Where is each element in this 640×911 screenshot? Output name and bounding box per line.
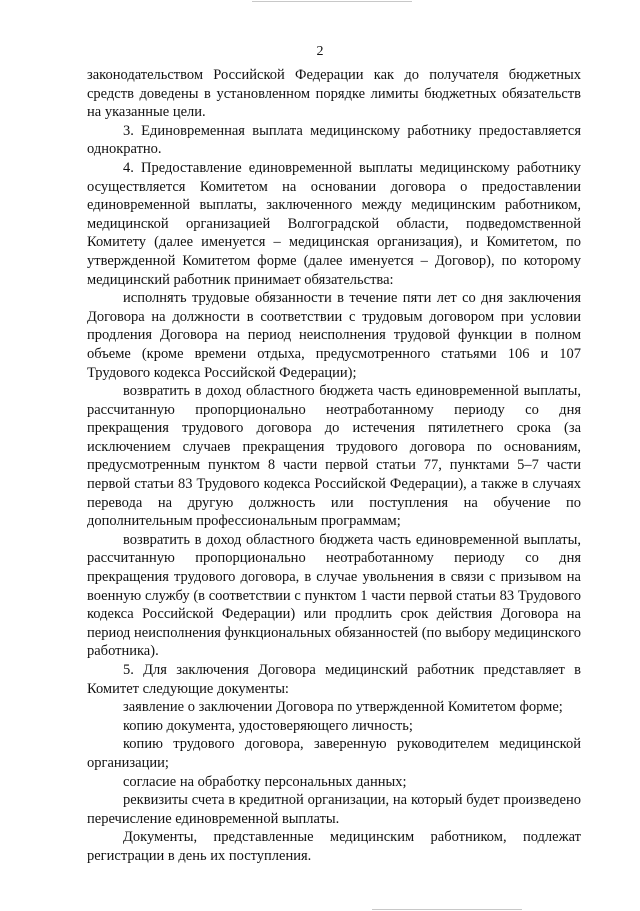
paragraph-item-5: 5. Для заключения Договора медицинский работник представляет в Комитет следующие документы: <box>87 662 581 697</box>
paragraph-item-3: 3. Единовременная выплата медицинскому работнику предоставляется однократно. <box>87 122 581 158</box>
obligation-return-or-extend: возвратить в доход областного бюджета часть единовременной выплаты, рассчитанную пропорционально неотработанному периоду со дня прекращения трудового договора, в случае увольнения в связи с призывом на военную службу (в соответствии с пунктом 1 части первой статьи 83 Трудового кодекса Российской Федерации) или продлить срок действия Договора на период неисполнения функциональных обязанностей (по выбору медицинского работника). <box>87 531 582 660</box>
document-data-consent: согласие на обработку персональных данных; <box>123 773 407 790</box>
document-bank-details: реквизиты счета в кредитной организации, на который будет произведено перечисление единовременной выплаты. <box>87 792 581 827</box>
paragraph-continuation: законодательством Российской Федерации как до получателя бюджетных средств доведены в установленном порядке лимиты бюджетных обязательств на указанные цели. <box>87 67 581 121</box>
document-application: заявление о заключении Договора по утвержденной Комитетом форме; <box>123 699 563 716</box>
paragraph-item-4: 4. Предоставление единовременной выплаты медицинскому работнику осуществляется Комитетом на основании договора о предоставлении единовременной выплаты, заключенного между медицинским работником, медицинской организацией Волгоградской области, подведомственной Комитету (далее именуется – медицинская организация), и Комитетом, по утвержденной Комитетом форме (далее именуется – Договор), по которому медицинский работник принимает обязательства: <box>87 159 581 288</box>
obligation-return-payment: возвратить в доход областного бюджета часть единовременной выплаты, рассчитанную пропорционально неотработанному периоду со дня прекращения трудового договора до истечения пятилетнего срока (за исключением случаев прекращения трудового договора по основаниям, предусмотренным пунктом 8 части первой статьи 77, пунктами 5–7 части первой статьи 83 Трудового кодекса Российской Федерации), а также в случаях перевода на другую должность или поступления на обучение по дополнительным профессиональным программам; <box>87 383 581 530</box>
scan-edge-mark-top <box>252 1 412 2</box>
obligation-perform-duties: исполнять трудовые обязанности в течение пяти лет со дня заключения Договора на должности в соответствии с трудовым договором при условии продления Договора на период неисполнения трудовой функции в полном объеме (кроме времени отдыха, предусмотренного статьями 106 и 107 Трудового кодекса Российской Федерации); <box>87 290 581 381</box>
document-labor-contract-copy: копию трудового договора, заверенную руководителем медицинской организации; <box>87 736 581 771</box>
scan-edge-mark-bottom <box>372 909 522 910</box>
paragraph-registration: Документы, представленные медицинским работником, подлежат регистрации в день их поступления. <box>87 829 581 864</box>
page-number: 2 <box>316 44 324 59</box>
document-body <box>87 66 581 866</box>
document-identity-copy: копию документа, удостоверяющего личность; <box>123 717 413 734</box>
